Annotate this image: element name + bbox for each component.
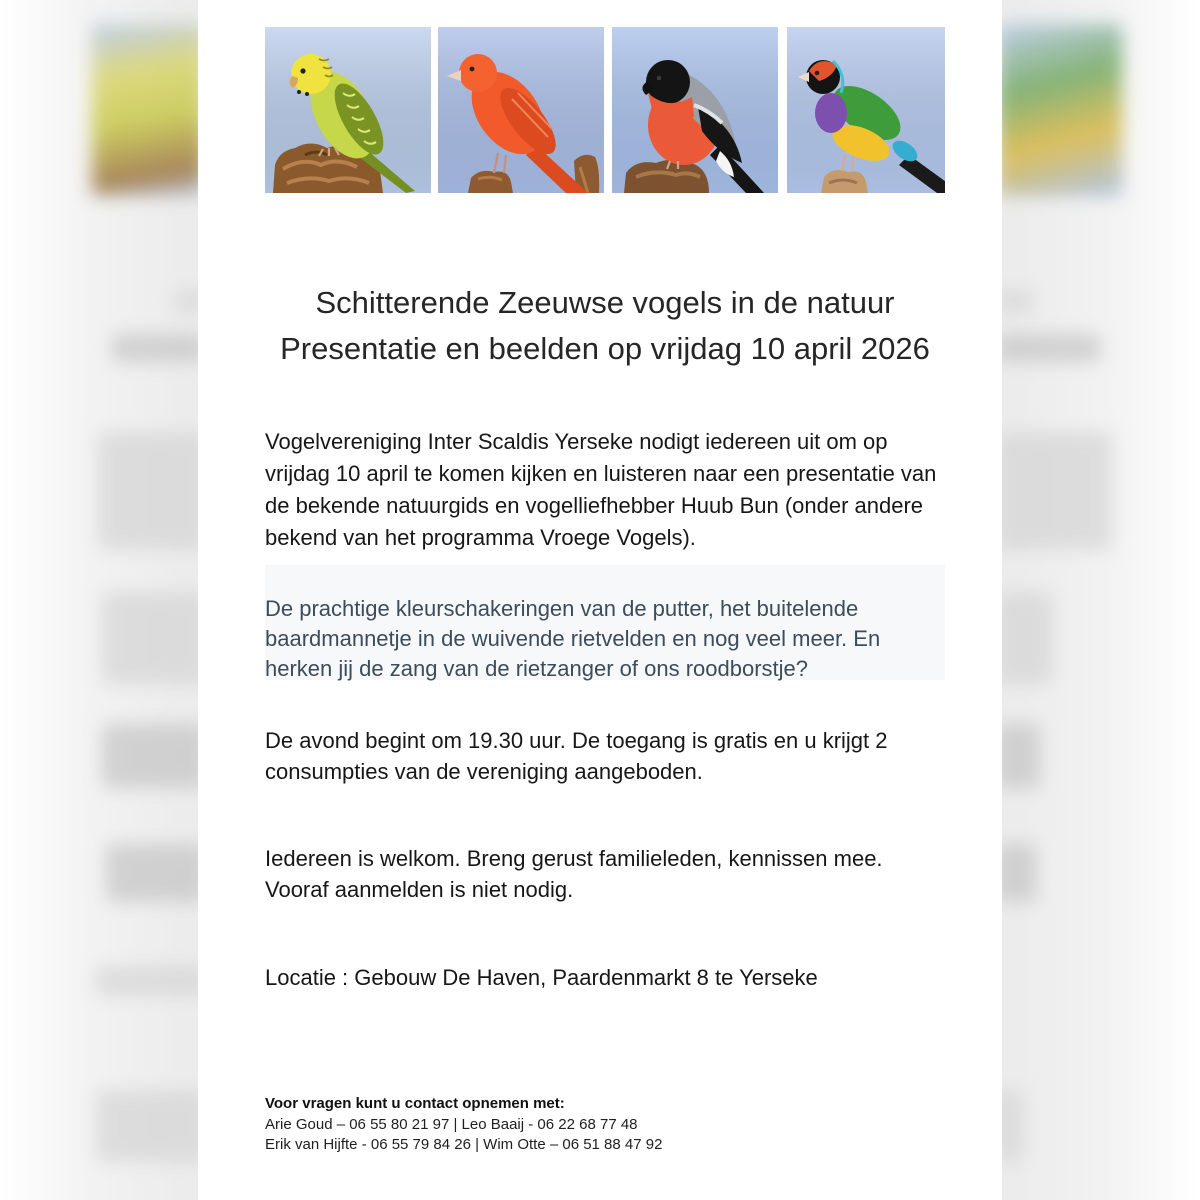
page-title xyxy=(265,280,945,372)
blurred-text-block xyxy=(996,334,1100,362)
blurred-image xyxy=(92,24,204,196)
title-line-2: Presentatie en beelden op vrijdag 10 april 2026 xyxy=(280,331,930,366)
highlight-paragraph xyxy=(265,594,945,684)
gouldian-finch-photo xyxy=(787,27,945,193)
bullfinch-photo xyxy=(612,27,780,193)
flyer-page xyxy=(198,0,1002,1200)
contact-line: Arie Goud – 06 55 80 21 97 | Leo Baaij - 06 22 68 77 48 xyxy=(265,1115,638,1133)
blurred-text-block xyxy=(98,432,206,550)
bird-head xyxy=(459,54,497,92)
blurred-text-block xyxy=(102,592,206,684)
blurred-text-block xyxy=(112,334,206,362)
highlight-line: De prachtige kleurschakeringen van de putter, het buitelende xyxy=(265,596,859,621)
blurred-text-block xyxy=(102,724,206,788)
contact-block xyxy=(265,1094,945,1156)
intro-line: bekend van het programma Vroege Vogels). xyxy=(265,525,696,550)
blurred-image xyxy=(998,24,1122,196)
blurred-text-block xyxy=(996,432,1112,550)
blurred-text-block xyxy=(996,844,1036,902)
budgerigar-photo xyxy=(265,27,431,193)
practical-line: consumpties van de vereniging aangeboden. xyxy=(265,759,703,784)
intro-line: de bekende natuurgids en vogelliefhebber Huub Bun (onder andere xyxy=(265,493,924,518)
welcome-line: Iedereen is welkom. Breng gerust familieleden, kennissen mee. xyxy=(265,846,883,871)
intro-paragraph xyxy=(265,426,945,554)
practical-line: De avond begint om 19.30 uur. De toegang is gratis en u krijgt 2 xyxy=(265,728,888,753)
bird-photo-strip xyxy=(265,27,945,193)
red-canary-icon xyxy=(438,27,604,193)
intro-line: Vogelvereniging Inter Scaldis Yerseke nodigt iedereen uit om op xyxy=(265,429,888,454)
welcome-line: Vooraf aanmelden is niet nodig. xyxy=(265,877,574,902)
blurred-text-block xyxy=(996,724,1040,788)
highlight-line: herken jij de zang van de rietzanger of ons roodborstje? xyxy=(265,656,809,681)
blurred-text-block xyxy=(96,1090,206,1162)
highlight-line: baardmannetje in de wuivende rietvelden en nog veel meer. En xyxy=(265,626,881,651)
red-canary-photo xyxy=(438,27,605,193)
location-line: Locatie : Gebouw De Haven, Paardenmarkt 8 te Yerseke xyxy=(265,965,818,990)
blurred-text-block xyxy=(106,844,206,902)
blurred-text-block xyxy=(996,592,1052,684)
intro-line: vrijdag 10 april te komen kijken en luisteren naar een presentatie van xyxy=(265,461,937,486)
contact-heading: Voor vragen kunt u contact opnemen met: xyxy=(265,1095,565,1112)
contact-line: Erik van Hijfte - 06 55 79 84 26 | Wim Otte – 06 51 88 47 92 xyxy=(265,1136,663,1153)
title-line-1: Schitterende Zeeuwse vogels in de natuur xyxy=(315,285,895,320)
bird-breast xyxy=(815,93,847,133)
budgerigar-icon xyxy=(265,27,431,193)
gouldian-finch-icon xyxy=(787,27,945,193)
welcome-paragraph xyxy=(265,843,945,905)
bullfinch-icon xyxy=(612,27,778,193)
practical-info-paragraph xyxy=(265,725,945,787)
blurred-text-block xyxy=(96,966,206,996)
